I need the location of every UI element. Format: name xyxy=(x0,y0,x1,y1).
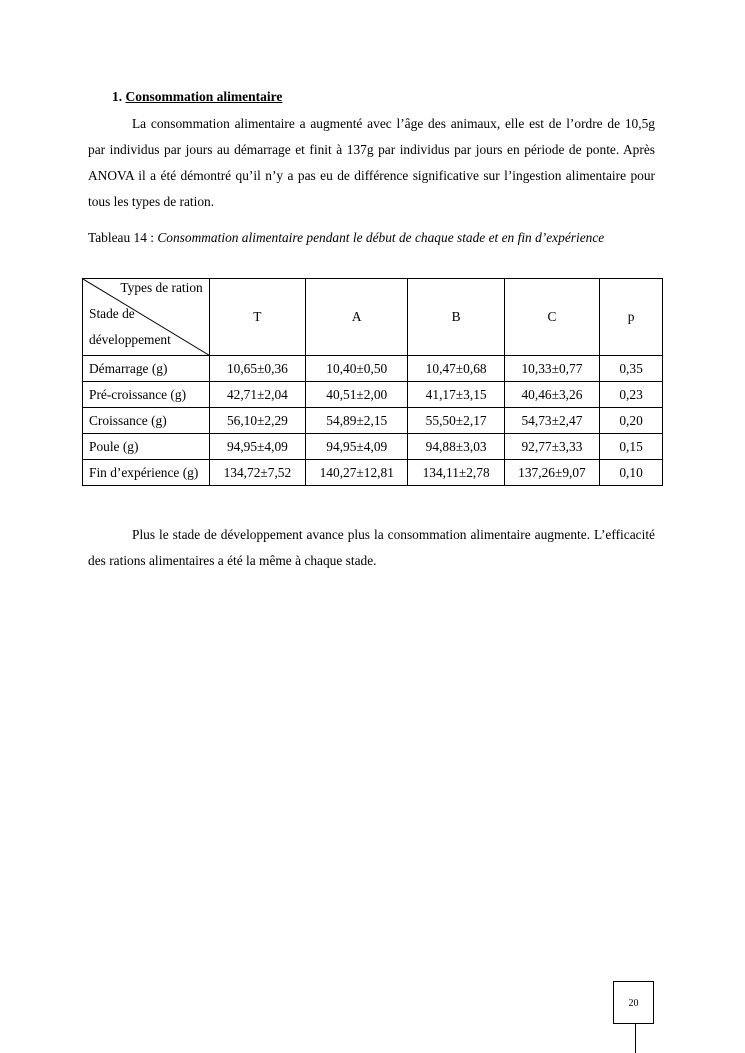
column-header-c: C xyxy=(504,279,599,356)
cell-value-p: 0,15 xyxy=(600,434,663,460)
table-row xyxy=(83,382,663,408)
cell-value-c: 92,77±3,33 xyxy=(504,434,599,460)
cell-value-a: 10,40±0,50 xyxy=(306,356,408,382)
cell-value-b: 94,88±3,03 xyxy=(408,434,504,460)
cell-value-c: 137,26±9,07 xyxy=(504,460,599,486)
cell-value-c: 54,73±2,47 xyxy=(504,408,599,434)
cell-value-p: 0,23 xyxy=(600,382,663,408)
row-stage-label: Fin d’expérience (g) xyxy=(83,460,210,486)
cell-value-b: 134,11±2,78 xyxy=(408,460,504,486)
column-header-a: A xyxy=(306,279,408,356)
cell-value-p: 0,20 xyxy=(600,408,663,434)
cell-value-t: 94,95±4,09 xyxy=(209,434,305,460)
corner-stage-label-1: Stade de xyxy=(89,306,135,321)
cell-value-a: 140,27±12,81 xyxy=(306,460,408,486)
cell-value-p: 0,10 xyxy=(600,460,663,486)
paragraph-2-text: Plus le stade de développement avance plus la consommation alimentaire augmente. L’efficacité des rations alimentaires a été la même à chaque stade. xyxy=(88,527,655,568)
cell-value-t: 10,65±0,36 xyxy=(209,356,305,382)
cell-value-c: 10,33±0,77 xyxy=(504,356,599,382)
column-header-t: T xyxy=(209,279,305,356)
table-caption-text: Consommation alimentaire pendant le début de chaque stade et en fin d’expérience xyxy=(157,230,605,245)
consumption-table xyxy=(82,278,663,486)
table-row xyxy=(83,356,663,382)
column-header-b: B xyxy=(408,279,504,356)
cell-value-t: 56,10±2,29 xyxy=(209,408,305,434)
cell-value-t: 134,72±7,52 xyxy=(209,460,305,486)
cell-value-b: 10,47±0,68 xyxy=(408,356,504,382)
cell-value-a: 40,51±2,00 xyxy=(306,382,408,408)
table-row xyxy=(83,460,663,486)
section-number: 1. xyxy=(112,89,123,104)
cell-value-c: 40,46±3,26 xyxy=(504,382,599,408)
cell-value-b: 55,50±2,17 xyxy=(408,408,504,434)
corner-stage-label-2: développement xyxy=(89,332,171,347)
cell-value-b: 41,17±3,15 xyxy=(408,382,504,408)
section-heading xyxy=(112,89,282,105)
table-row xyxy=(83,408,663,434)
row-stage-label: Croissance (g) xyxy=(83,408,210,434)
row-stage-label: Démarrage (g) xyxy=(83,356,210,382)
cell-value-p: 0,35 xyxy=(600,356,663,382)
row-stage-label: Poule (g) xyxy=(83,434,210,460)
paragraph-conclusion xyxy=(88,522,655,574)
page-number-box xyxy=(613,981,654,1024)
column-header-p: p xyxy=(600,279,663,356)
row-stage-label: Pré-croissance (g) xyxy=(83,382,210,408)
paragraph-consumption-intro xyxy=(88,111,655,215)
table-caption-label: Tableau 14 : xyxy=(88,230,154,245)
table-header-row xyxy=(83,279,663,356)
section-title: Consommation alimentaire xyxy=(125,89,283,104)
cell-value-t: 42,71±2,04 xyxy=(209,382,305,408)
cell-value-a: 54,89±2,15 xyxy=(306,408,408,434)
table-row xyxy=(83,434,663,460)
cell-value-a: 94,95±4,09 xyxy=(306,434,408,460)
page-number-stem-line xyxy=(635,1024,636,1053)
page-number: 20 xyxy=(628,998,639,1009)
corner-ration-types-label: Types de ration xyxy=(120,280,203,295)
table-caption xyxy=(88,229,655,247)
paragraph-1-text: La consommation alimentaire a augmenté avec l’âge des animaux, elle est de l’ordre de 10,5g par individus par jours au démarrage et finit à 137g par individus par jours en période de ponte. Après ANOVA il a été démontré qu’il n’y a pas eu de différence significative sur l’ingestion alimentaire pour tous les types de ration. xyxy=(88,116,655,209)
table-corner-cell xyxy=(83,279,210,356)
